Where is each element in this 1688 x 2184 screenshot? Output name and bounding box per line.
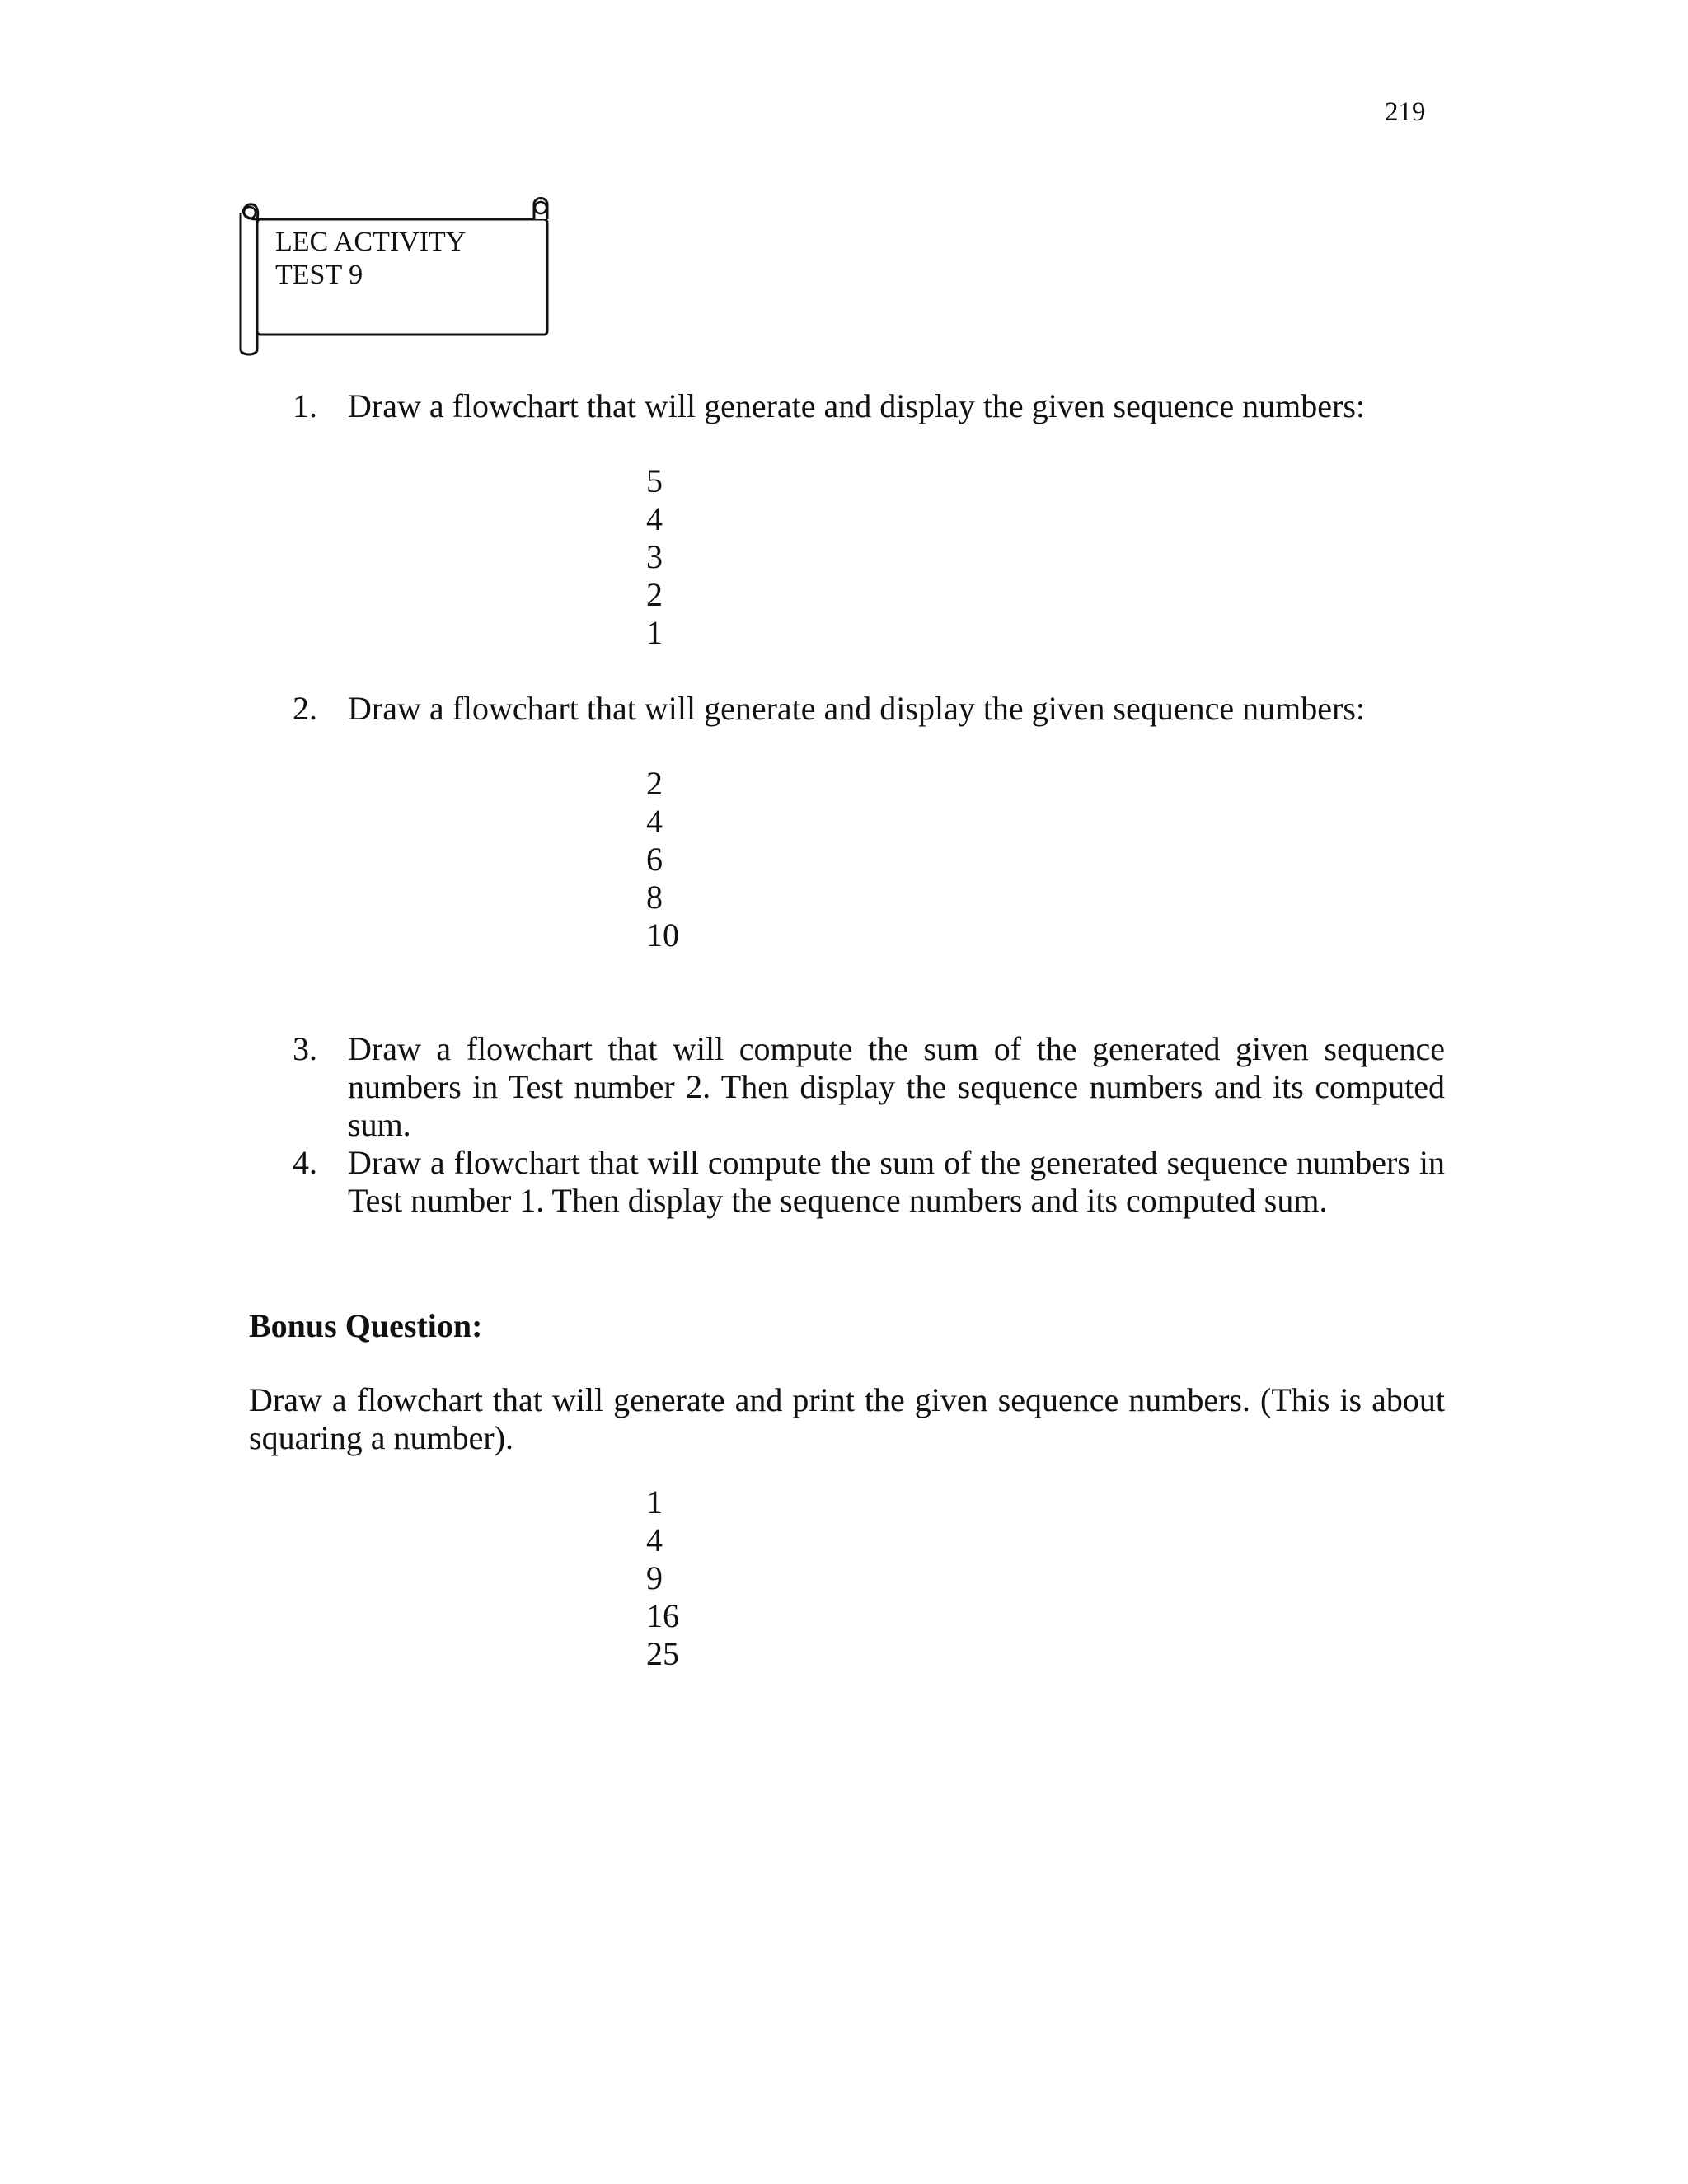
sequence-item: 4 — [646, 803, 663, 840]
sequence-item: 4 — [646, 500, 663, 537]
banner-text — [275, 226, 466, 292]
banner-line-1: LEC ACTIVITY — [275, 227, 467, 257]
sequence-list-1 — [646, 462, 663, 652]
sequence-item: 5 — [646, 462, 663, 499]
bonus-text: Draw a flowchart that will generate and print the given sequence numbers. (This is about squaring a number). — [249, 1381, 1445, 1456]
question-number: 4. — [293, 1144, 317, 1181]
sequence-list-2 — [646, 765, 679, 954]
sequence-item: 4 — [646, 1521, 663, 1558]
question-number: 1. — [293, 387, 317, 424]
scroll-banner — [234, 194, 557, 359]
question-text: Draw a flowchart that will generate and display the given sequence numbers: — [348, 387, 1366, 424]
question-number: 2. — [293, 690, 317, 727]
banner-line-2: TEST 9 — [275, 260, 363, 290]
sequence-item: 1 — [646, 1483, 663, 1521]
sequence-item: 1 — [646, 614, 663, 651]
sequence-item: 3 — [646, 538, 663, 575]
question-text: Draw a flowchart that will compute the sum of the generated sequence numbers in Test number 1. Then display the sequence numbers and its computed sum. — [348, 1144, 1445, 1219]
sequence-item: 16 — [646, 1597, 679, 1634]
sequence-item: 2 — [646, 765, 663, 802]
sequence-item: 10 — [646, 916, 679, 954]
sequence-item: 8 — [646, 879, 663, 916]
bonus-title: Bonus Question: — [249, 1307, 483, 1344]
question-number: 3. — [293, 1030, 317, 1067]
page-number: 219 — [1385, 97, 1426, 127]
sequence-item: 2 — [646, 576, 663, 613]
sequence-list-bonus — [646, 1483, 679, 1673]
sequence-item: 9 — [646, 1559, 663, 1596]
question-text: Draw a flowchart that will generate and display the given sequence numbers: — [348, 690, 1366, 727]
sequence-item: 25 — [646, 1635, 679, 1672]
question-text: Draw a flowchart that will compute the sum of the generated given sequence numbers in Test number 2. Then display the sequence numbers and its computed sum. — [348, 1030, 1445, 1143]
sequence-item: 6 — [646, 841, 663, 878]
